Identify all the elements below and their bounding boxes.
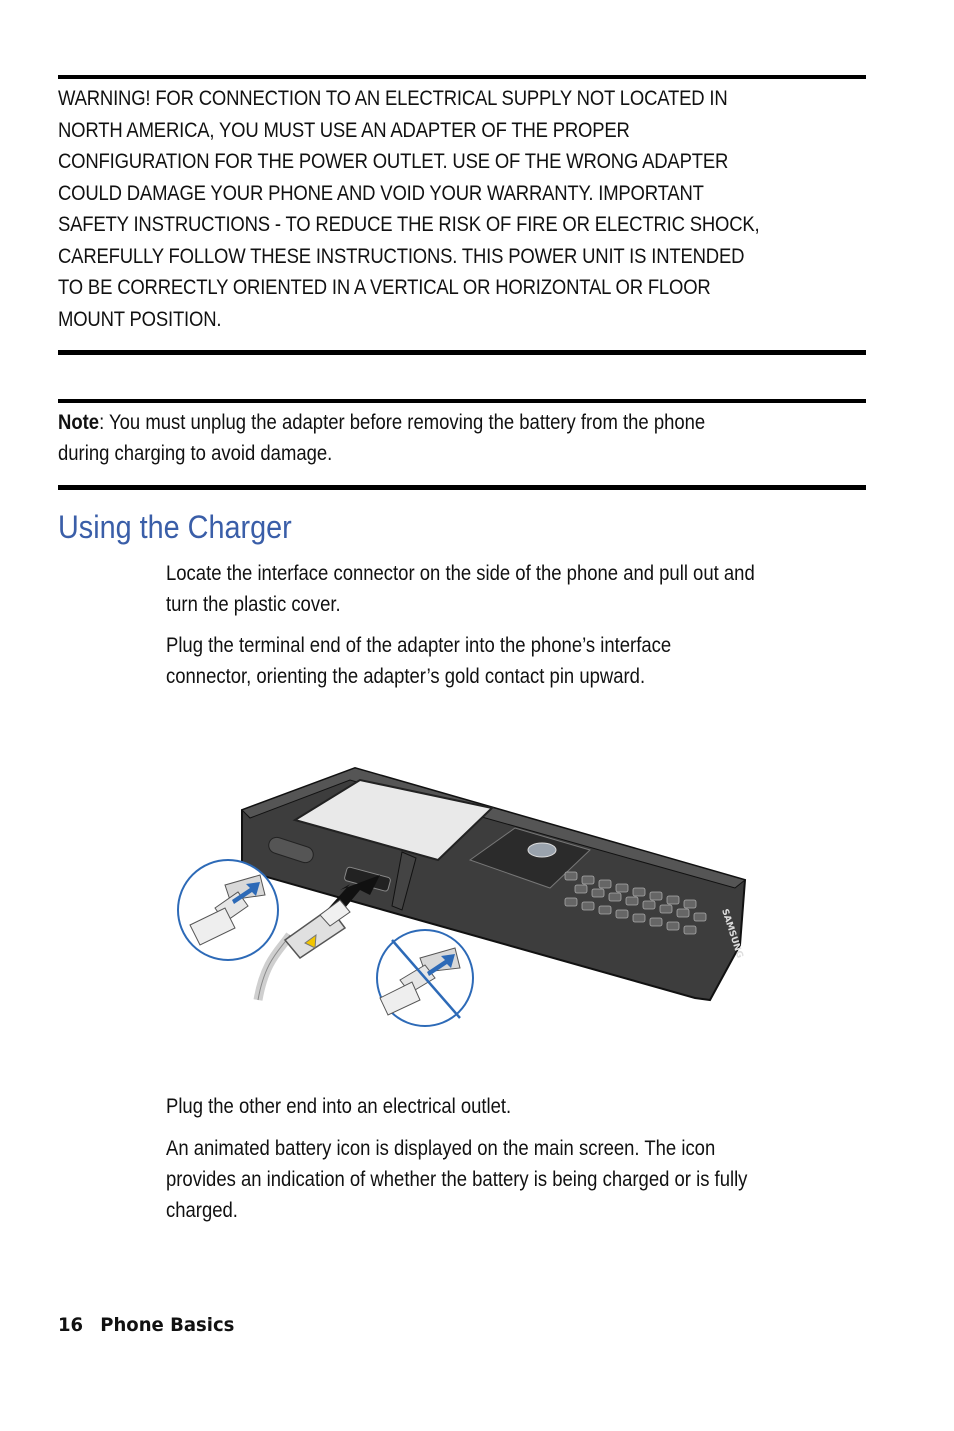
paragraph-line: connector, orienting the adapter’s gold contact pin upward. — [166, 665, 646, 688]
warning-line: SAFETY INSTRUCTIONS - TO REDUCE THE RISK OF FIRE OR ELECTRIC SHOCK, — [58, 213, 760, 236]
brand-label: SAMSUNG — [719, 907, 745, 960]
paragraph-plug-terminal — [166, 630, 861, 692]
correct-orientation-inset — [178, 860, 278, 960]
note-text: during charging to avoid damage. — [58, 442, 333, 465]
note-block — [58, 407, 854, 469]
warning-line: WARNING! FOR CONNECTION TO AN ELECTRICAL SUPPLY NOT LOCATED IN — [58, 87, 728, 110]
paragraph-line: charged. — [166, 1199, 238, 1222]
wrong-orientation-inset — [377, 930, 473, 1026]
warning-top-rule — [58, 75, 866, 79]
paragraph-locate-connector — [166, 558, 861, 620]
warning-line: NORTH AMERICA, YOU MUST USE AN ADAPTER OF THE PROPER — [58, 118, 630, 142]
section-heading: Using the Charger — [58, 509, 292, 545]
paragraph-line: Plug the terminal end of the adapter into the phone’s interface — [166, 634, 672, 657]
note-top-rule — [58, 399, 866, 403]
paragraph-battery-icon — [166, 1133, 861, 1226]
paragraph-plug-outlet: Plug the other end into an electrical outlet. — [166, 1095, 512, 1118]
warning-bottom-rule — [58, 350, 866, 355]
note-bottom-rule — [58, 485, 866, 490]
footer-section-title: Phone Basics — [100, 1314, 235, 1336]
paragraph-line: turn the plastic cover. — [166, 593, 341, 616]
warning-line: TO BE CORRECTLY ORIENTED IN A VERTICAL OR HORIZONTAL OR FLOOR — [58, 276, 711, 299]
phone-body — [242, 768, 745, 1000]
paragraph-line: An animated battery icon is displayed on the main screen. The icon — [166, 1137, 716, 1160]
paragraph-line: Locate the interface connector on the side of the phone and pull out and — [166, 562, 755, 585]
warning-line: COULD DAMAGE YOUR PHONE AND VOID YOUR WARRANTY. IMPORTANT — [58, 181, 704, 205]
warning-line: CAREFULLY FOLLOW THESE INSTRUCTIONS. THIS POWER UNIT IS INTENDED — [58, 244, 745, 268]
warning-line: CONFIGURATION FOR THE POWER OUTLET. USE OF THE WRONG ADAPTER — [58, 150, 729, 173]
paragraph-line: provides an indication of whether the battery is being charged or is fully — [166, 1168, 748, 1191]
note-label: Note — [58, 411, 100, 434]
nav-center-key — [528, 843, 556, 857]
warning-line: MOUNT POSITION. — [58, 307, 222, 331]
page-number: 16 — [58, 1314, 84, 1336]
note-text: : You must unplug the adapter before removing the battery from the phone — [99, 411, 706, 434]
warning-block — [58, 83, 854, 335]
page-footer — [58, 1314, 234, 1336]
charger-illustration — [170, 760, 760, 1050]
